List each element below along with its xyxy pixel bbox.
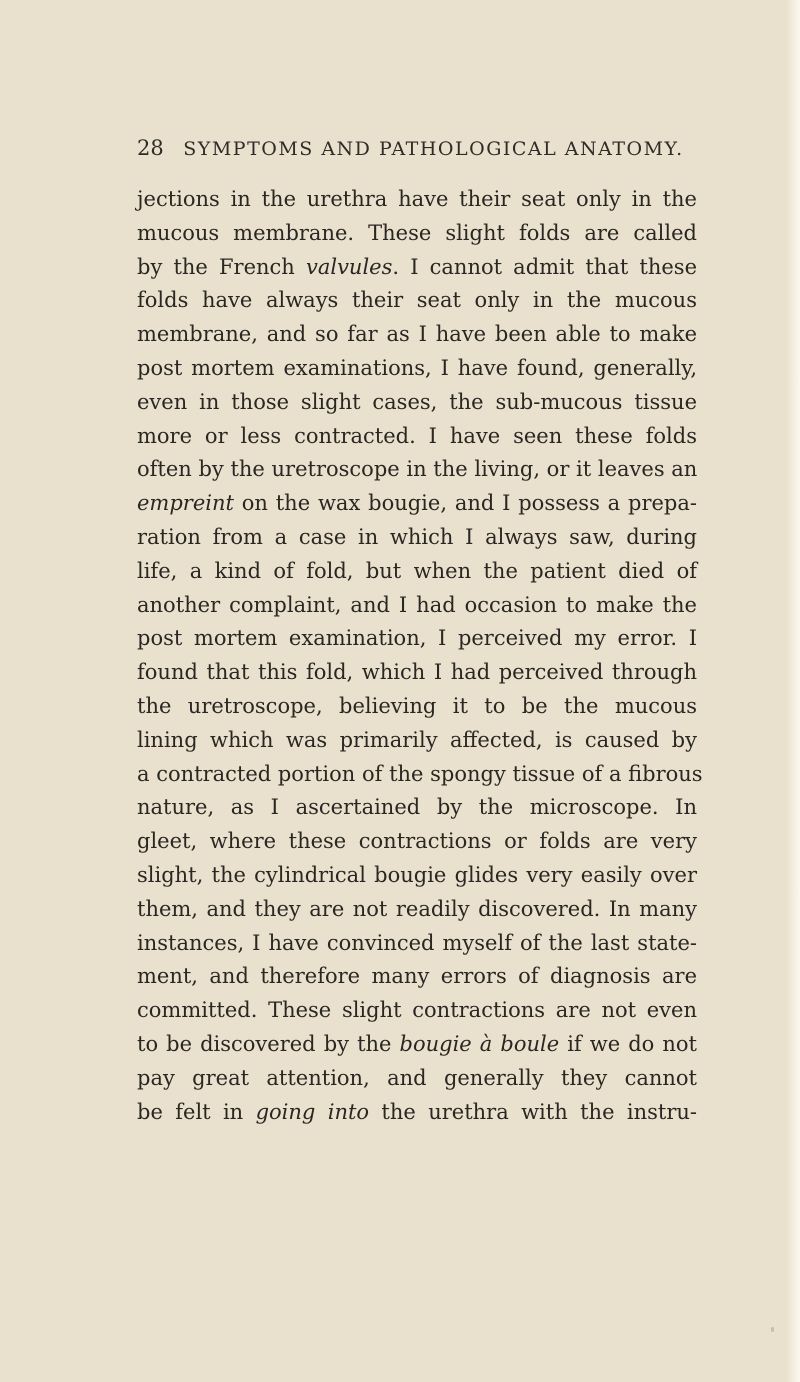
text-run: to be discovered by the bbox=[137, 1031, 400, 1056]
text-line bbox=[137, 994, 697, 1028]
text-run: the urethra with the instru- bbox=[369, 1099, 697, 1124]
text-run: . I cannot admit that these bbox=[392, 254, 698, 279]
text-run: if we do not bbox=[559, 1031, 697, 1056]
text-run: be felt in bbox=[137, 1099, 256, 1124]
italic-term: empreint bbox=[137, 491, 234, 516]
page-number: 28 bbox=[137, 136, 164, 160]
text-line bbox=[137, 656, 697, 690]
page-edge bbox=[786, 0, 800, 1382]
italic-term: going into bbox=[255, 1099, 370, 1124]
text-line bbox=[137, 1028, 697, 1062]
text-run: instances, I have convinced myself of the last state- bbox=[137, 930, 697, 955]
text-line bbox=[137, 825, 697, 859]
text-line bbox=[137, 724, 697, 758]
text-line bbox=[137, 589, 697, 623]
text-run: the uretroscope, believing it to be the mucous bbox=[137, 693, 697, 718]
text-line bbox=[137, 352, 697, 386]
text-line bbox=[137, 893, 697, 927]
text-run: post mortem examination, I perceived my error. I bbox=[137, 626, 697, 651]
text-line bbox=[137, 622, 697, 656]
text-run: a contracted portion of the spongy tissue of a fibrous bbox=[137, 761, 703, 786]
text-run: gleet, where these contractions or folds are very bbox=[137, 829, 697, 854]
text-line bbox=[137, 521, 697, 555]
text-run: by the French bbox=[137, 254, 306, 279]
running-title: SYMPTOMS AND PATHOLOGICAL ANATOMY. bbox=[183, 138, 684, 160]
text-run: life, a kind of fold, but when the patient died of bbox=[137, 558, 697, 583]
text-run: nature, as I ascertained by the microscope. In bbox=[137, 795, 697, 820]
text-run: often by the uretroscope in the living, or it leaves an bbox=[137, 457, 698, 482]
text-line bbox=[137, 1062, 697, 1096]
italic-term: valvules bbox=[305, 254, 393, 279]
text-run: slight, the cylindrical bougie glides very easily over bbox=[137, 862, 697, 887]
text-run: lining which was primarily affected, is caused by bbox=[137, 727, 697, 752]
text-line bbox=[137, 859, 697, 893]
running-head bbox=[137, 136, 684, 160]
text-run: ment, and therefore many errors of diagnosis are bbox=[137, 964, 697, 989]
text-run: pay great attention, and generally they cannot bbox=[137, 1065, 697, 1090]
text-run: found that this fold, which I had perceived through bbox=[137, 660, 697, 685]
text-run: more or less contracted. I have seen these folds bbox=[137, 423, 697, 448]
text-line bbox=[137, 386, 697, 420]
text-run: post mortem examinations, I have found, generally, bbox=[137, 355, 697, 380]
text-run: ration from a case in which I always saw, during bbox=[137, 524, 697, 549]
text-line bbox=[137, 690, 697, 724]
text-line bbox=[137, 217, 697, 251]
text-run: mucous membrane. These slight folds are called bbox=[137, 220, 697, 245]
text-line bbox=[137, 758, 703, 792]
text-line bbox=[137, 927, 697, 961]
text-line bbox=[137, 284, 697, 318]
text-run: folds have always their seat only in the mucous bbox=[137, 288, 697, 313]
text-line bbox=[137, 420, 697, 454]
text-run: jections in the urethra have their seat only in the bbox=[137, 187, 697, 211]
text-run: even in those slight cases, the sub-mucous tissue bbox=[137, 389, 697, 414]
italic-term: bougie à boule bbox=[399, 1031, 560, 1056]
text-line bbox=[137, 183, 697, 217]
text-run: them, and they are not readily discovered. In many bbox=[137, 896, 697, 921]
text-line bbox=[137, 487, 697, 521]
text-run: membrane, and so far as I have been able to make bbox=[137, 322, 697, 347]
text-run: committed. These slight contractions are not even bbox=[137, 998, 697, 1023]
text-line bbox=[137, 318, 697, 352]
text-line bbox=[137, 555, 697, 589]
text-line bbox=[137, 251, 697, 285]
text-line bbox=[137, 960, 697, 994]
text-line bbox=[137, 791, 697, 825]
page-speck bbox=[771, 1327, 774, 1332]
text-run: on the wax bougie, and I possess a prepa- bbox=[233, 491, 697, 516]
text-line bbox=[137, 453, 697, 487]
text-line bbox=[137, 1096, 697, 1130]
text-run: another complaint, and I had occasion to make the bbox=[137, 592, 697, 617]
body-text bbox=[137, 183, 703, 1129]
